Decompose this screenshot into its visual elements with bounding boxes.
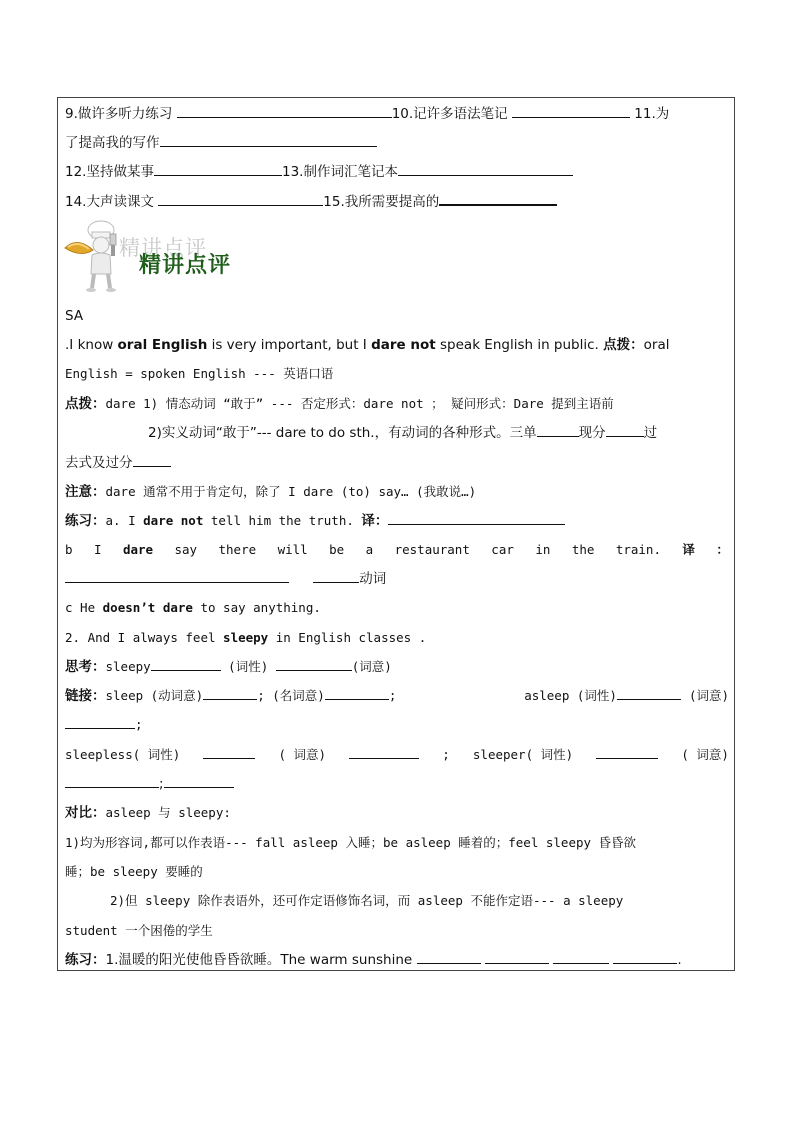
sentence-1: .I know oral English is very important, but I dare not speak English in public. 点拨：oral [65,337,670,353]
exercise-translate: 练习：1.温暖的阳光使他昏昏欲睡。The warm sunshine . [65,952,682,968]
note-dare-modal: 点拨：dare 1) 情态动词 “敢于” --- 否定形式：dare not ； 疑问形式：Dare 提到主语前 [65,396,614,412]
compare-heading: 对比：asleep 与 sleepy: [65,805,231,821]
fill-line-2 [65,134,377,152]
answer-blank-sleepy-pos[interactable] [151,658,221,671]
exercise-b-answer: 动词 [65,570,386,588]
answer-blank-10[interactable] [512,105,630,118]
answer-blank-sleepless-pos[interactable] [203,746,255,759]
link-sleepless: sleepless( 词性) ( 词意) ; sleeper( 词性) ( 词意) [65,747,729,762]
answer-blank-asleep-pos[interactable] [617,687,681,700]
section-title: 精讲点评 [139,253,232,278]
label-sa: SA [65,308,84,324]
section-header [63,218,253,298]
answer-blank-13[interactable] [398,163,573,176]
answer-blank-sleep-verb[interactable] [203,687,257,700]
answer-blank-extra[interactable] [164,775,234,788]
answer-blank-12[interactable] [154,163,282,176]
answer-blank-word-4[interactable] [613,951,677,964]
phrase-9: 9.做许多听力练习 [65,106,173,122]
note-dare-verb-cont: 去式及过分 [65,454,171,472]
answer-blank-sleeper-pos[interactable] [596,746,658,759]
answer-blank-translate-b[interactable] [65,570,289,583]
answer-blank-9[interactable] [177,105,392,118]
fill-line-4 [65,192,557,211]
fill-line-1 [65,105,669,123]
worksheet-frame [57,97,735,971]
answer-blank-sleep-noun[interactable] [325,687,389,700]
exercise-c: c He doesn’t dare to say anything. [65,600,321,615]
compare-point-2-cont: student 一个困倦的学生 [65,923,213,938]
answer-blank-present-participle[interactable] [606,424,644,437]
chef-icon [63,218,123,294]
phrase-13: 13.制作词汇笔记本 [281,164,398,180]
answer-blank-word-2[interactable] [485,951,549,964]
answer-blank-14[interactable] [158,193,323,206]
note-dare-verb: 2)实义动词“敢于”--- dare to do sth.，有动词的各种形式。三单 现分 过 [148,425,658,441]
exercise-a: 练习：a. I dare not tell him the truth. 译： [65,512,565,530]
phrase-14: 14.大声读课文 [65,194,154,210]
answer-blank-part-of-speech[interactable] [313,570,359,583]
phrase-12: 12.坚持做某事 [65,164,154,180]
answer-blank-sleepy-meaning[interactable] [276,658,352,671]
link-sleep-cont: ; [65,716,143,734]
link-sleep: 链接：sleep (动词意) ; (名词意) ; asleep (词性) (词意) [65,688,729,704]
answer-blank-word-3[interactable] [553,951,609,964]
answer-blank-15[interactable] [439,192,557,206]
link-sleepless-cont: ; [65,775,234,793]
answer-blank-third-person[interactable] [537,424,579,437]
answer-blank-past-forms[interactable] [133,454,171,467]
think-sleepy: 思考：sleepy (词性) (词意) [65,659,392,675]
exercise-b: b I dare say there will be a restaurant car in the train. 译 ： [65,542,729,557]
section-title-shadow: 精讲点评 [119,236,207,260]
answer-blank-sleepless-meaning[interactable] [349,746,419,759]
answer-blank-translate-a[interactable] [388,512,565,525]
phrase-11-cont: 了提高我的写作 [65,135,160,151]
answer-blank-asleep-meaning[interactable] [65,716,135,729]
note-attention: 注意：dare 通常不用于肯定句，除了 I dare (to) say… (我敢说…) [65,484,477,500]
note-oral-english: English = spoken English --- 英语口语 [65,366,334,381]
fill-line-3 [65,163,573,181]
answer-blank-word-1[interactable] [417,951,481,964]
sentence-2: 2. And I always feel sleepy in English classes . [65,630,427,645]
compare-point-1-cont: 睡；be sleepy 要睡的 [65,864,203,879]
answer-blank-sleeper-meaning[interactable] [65,775,159,788]
answer-blank-11[interactable] [160,134,377,147]
phrase-11: 11.为 [634,106,670,122]
compare-point-2: 2)但 sleepy 除作表语外，还可作定语修饰名词，而 asleep 不能作定语--- a sleepy [110,893,624,908]
compare-point-1: 1)均为形容词,都可以作表语--- fall asleep 入睡；be asleep 睡着的；feel sleepy 昏昏欲 [65,835,637,850]
phrase-15: 15.我所需要提高的 [323,194,440,210]
phrase-10: 10.记许多语法笔记 [391,106,508,122]
